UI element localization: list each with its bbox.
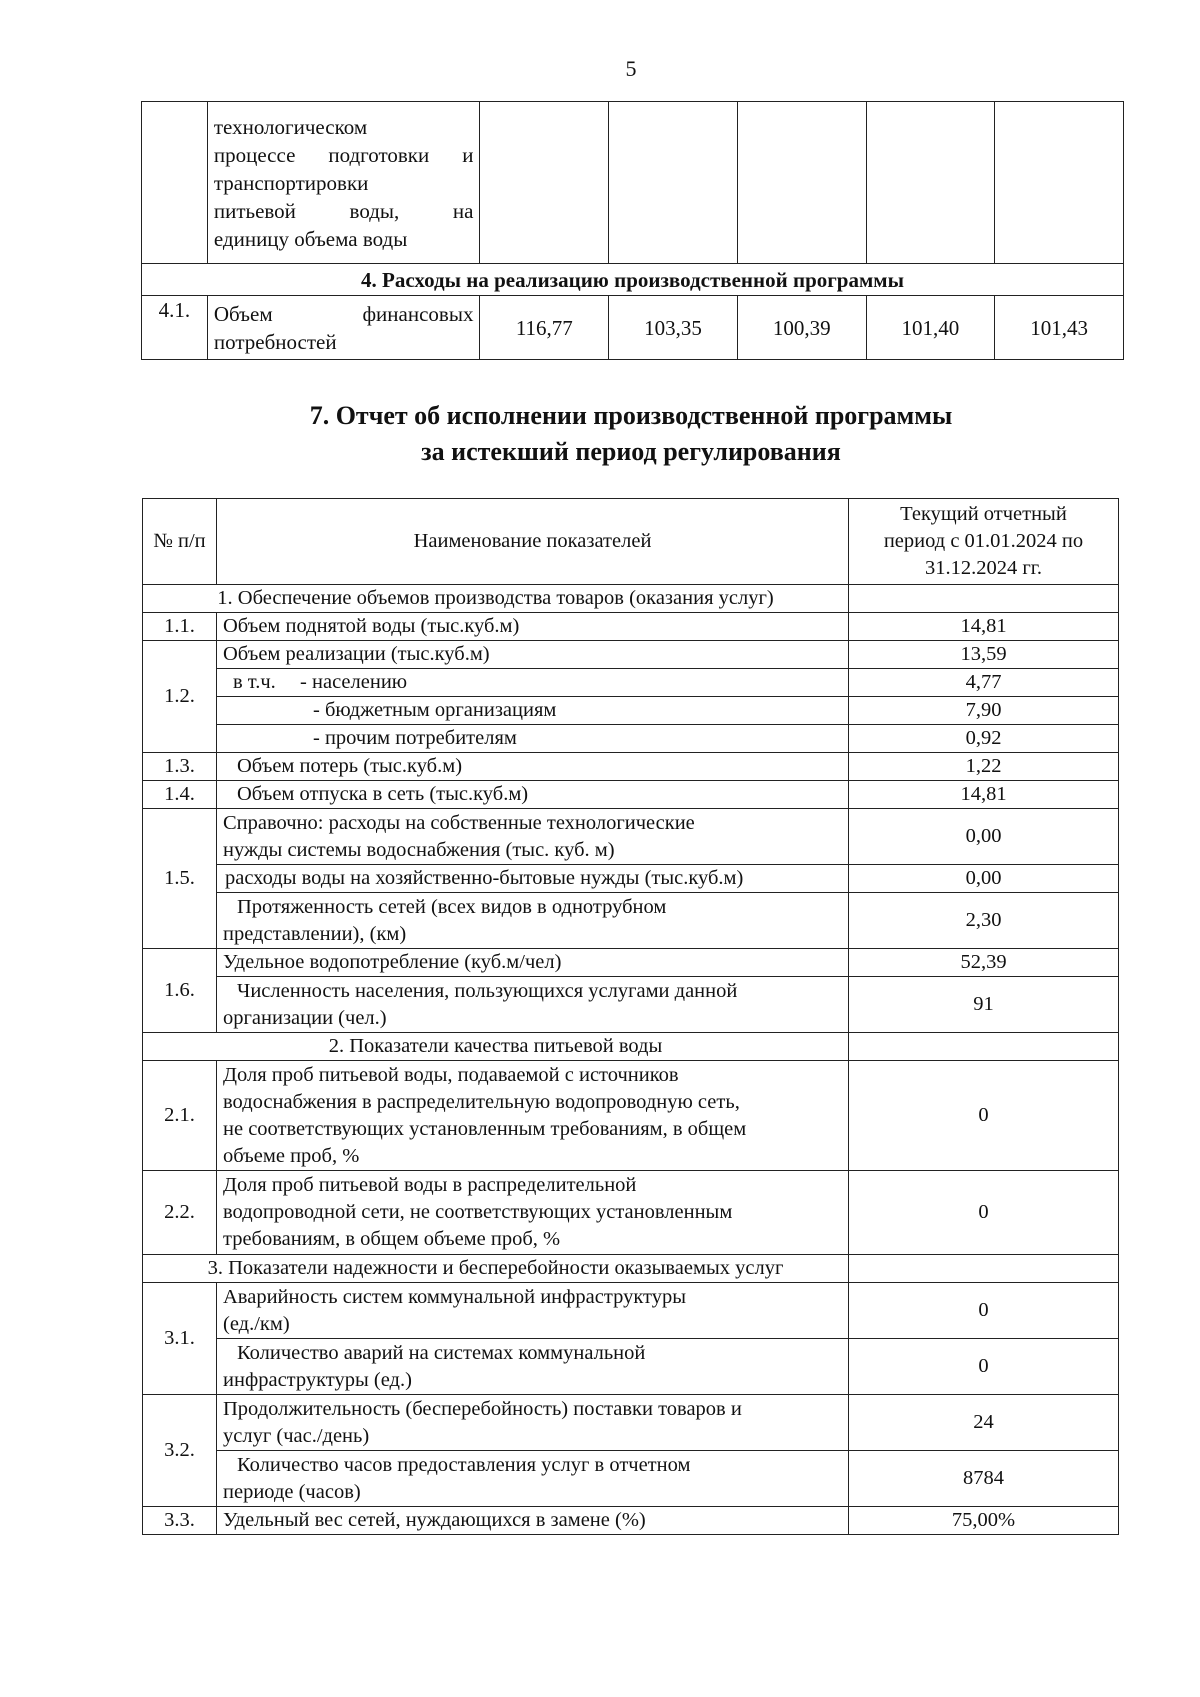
value-cell [480, 102, 609, 264]
value-cell [866, 102, 995, 264]
row-subname: - населению [300, 671, 408, 693]
value-cell: 14,81 [849, 613, 1119, 641]
name-line: процессе подготовки и [213, 142, 474, 167]
name-line: организации (чел.) [223, 1006, 387, 1029]
value-cell: 75,00% [849, 1507, 1119, 1535]
row-name [217, 1061, 849, 1171]
name-line: Доля проб питьевой воды, подаваемой с источников [223, 1063, 679, 1086]
table-row [143, 949, 1119, 977]
name-line: Справочно: расходы на собственные технологические [223, 811, 695, 834]
row-name: Объем поднятой воды (тыс.куб.м) [217, 613, 849, 641]
table-row [143, 977, 1119, 1033]
name-line: Доля проб питьевой воды в распределительной [223, 1174, 637, 1196]
table-row [143, 697, 1119, 725]
header-num: № п/п [143, 499, 217, 585]
table-row [143, 1507, 1119, 1535]
table-row [143, 781, 1119, 809]
title-line: 7. Отчет об исполнении производственной программы [309, 401, 953, 430]
name-line: Количество часов предоставления услуг в отчетном [237, 1453, 691, 1476]
table-row [143, 725, 1119, 753]
value-cell: 7,90 [849, 697, 1119, 725]
value-cell: 103,35 [609, 296, 738, 360]
name-line: услуг (час./день) [223, 1424, 370, 1447]
value-cell: 13,59 [849, 641, 1119, 669]
num-cell [142, 102, 208, 264]
name-line: транспортировки [213, 170, 369, 195]
name-line: единицу объема воды [213, 226, 408, 251]
value-cell: 0 [849, 1061, 1119, 1171]
value-cell: 8784 [849, 1451, 1119, 1507]
value-cell [849, 1033, 1119, 1061]
table-row [143, 1339, 1119, 1395]
section-header: 1. Обеспечение объемов производства товаров (оказания услуг) [143, 585, 849, 613]
section-header: 4. Расходы на реализацию производственной программы [142, 264, 1124, 296]
name-line: питьевой воды, на [213, 198, 474, 223]
value-cell [849, 1255, 1119, 1283]
continued-name-cell [207, 102, 480, 264]
name-line: потребностей [213, 329, 337, 354]
table-row [143, 753, 1119, 781]
header-row [143, 499, 1119, 585]
row-number: 1.4. [143, 781, 217, 809]
row-name: расходы воды на хозяйственно-бытовые нужды (тыс.куб.м) [217, 865, 849, 893]
value-cell [609, 102, 738, 264]
section-row [143, 1255, 1119, 1283]
name-line: периоде (часов) [223, 1480, 361, 1503]
row-number: 1.2. [143, 641, 217, 753]
row-name [217, 1171, 849, 1255]
row-name: Удельное водопотребление (куб.м/чел) [217, 949, 849, 977]
value-cell: 101,43 [995, 296, 1124, 360]
row-number: 3.1. [143, 1283, 217, 1395]
name-line: объеме проб, % [223, 1144, 360, 1167]
name-line: инфраструктуры (ед.) [223, 1368, 412, 1391]
row-number: 1.3. [143, 753, 217, 781]
row-name: - прочим потребителям [217, 725, 849, 753]
row-number: 2.1. [143, 1061, 217, 1171]
table-row [143, 809, 1119, 865]
section-row [143, 585, 1119, 613]
page-number: 5 [625, 56, 637, 81]
section-header: 3. Показатели надежности и бесперебойности оказываемых услуг [143, 1255, 849, 1283]
row-name [207, 296, 480, 360]
row-name [217, 809, 849, 865]
row-number: 1.1. [143, 613, 217, 641]
table-row [143, 1451, 1119, 1507]
row-name [217, 1451, 849, 1507]
value-cell: 0 [849, 1339, 1119, 1395]
value-cell: 0 [849, 1283, 1119, 1339]
value-cell: 101,40 [866, 296, 995, 360]
value-cell: 0 [849, 1171, 1119, 1255]
table-row [143, 1061, 1119, 1171]
row-name [217, 1283, 849, 1339]
value-cell [849, 585, 1119, 613]
name-line: технологическом [213, 114, 368, 139]
value-cell: 116,77 [480, 296, 609, 360]
row-name [217, 893, 849, 949]
row-prefix: в т.ч. [233, 671, 276, 693]
row-name: Объем реализации (тыс.куб.м) [217, 641, 849, 669]
name-line: требованиям, в общем объеме проб, % [223, 1228, 561, 1250]
period-line: 31.12.2024 гг. [924, 557, 1042, 579]
section-title [0, 398, 1200, 470]
table-row [143, 1283, 1119, 1339]
row-name: Объем потерь (тыс.куб.м) [217, 753, 849, 781]
row-number: 2.2. [143, 1171, 217, 1255]
table-row [143, 669, 1119, 697]
table-row [142, 296, 1124, 360]
section-header-row [142, 264, 1124, 296]
value-cell: 0,00 [849, 809, 1119, 865]
row-number: 3.2. [143, 1395, 217, 1507]
name-line: водопроводной сети, не соответствующих установленным [223, 1201, 733, 1223]
value-cell: 4,77 [849, 669, 1119, 697]
period-line: Текущий отчетный [900, 503, 1067, 525]
report-table [142, 498, 1119, 1535]
row-number: 3.3. [143, 1507, 217, 1535]
name-line: не соответствующих установленным требованиям, в общем [223, 1117, 747, 1140]
table-row [143, 641, 1119, 669]
value-cell: 24 [849, 1395, 1119, 1451]
row-number: 1.6. [143, 949, 217, 1033]
name-line: Количество аварий на системах коммунальной [237, 1341, 646, 1364]
value-cell [737, 102, 866, 264]
row-name [217, 1339, 849, 1395]
name-line: Продолжительность (бесперебойность) поставки товаров и [223, 1397, 742, 1420]
value-cell: 0,00 [849, 865, 1119, 893]
row-name: Объем отпуска в сеть (тыс.куб.м) [217, 781, 849, 809]
value-cell: 0,92 [849, 725, 1119, 753]
row-number: 4.1. [142, 296, 208, 360]
table-row [143, 1171, 1119, 1255]
row-number: 1.5. [143, 809, 217, 949]
value-cell: 52,39 [849, 949, 1119, 977]
name-line: представлении), (км) [223, 922, 407, 945]
section-row [143, 1033, 1119, 1061]
table-row [143, 865, 1119, 893]
value-cell: 1,22 [849, 753, 1119, 781]
table-row [143, 613, 1119, 641]
value-cell: 91 [849, 977, 1119, 1033]
title-line: за истекший период регулирования [421, 437, 841, 466]
name-line: (ед./км) [223, 1312, 290, 1335]
name-line: Объем финансовых [213, 301, 474, 326]
name-line: Протяженность сетей (всех видов в однотрубном [237, 895, 667, 918]
production-program-table-continued [141, 101, 1124, 360]
name-line: водоснабжения в распределительную водопроводную сеть, [223, 1090, 740, 1113]
name-line: Аварийность систем коммунальной инфраструктуры [223, 1285, 686, 1308]
period-line: период с 01.01.2024 по [883, 530, 1084, 552]
table-row [143, 893, 1119, 949]
value-cell: 100,39 [737, 296, 866, 360]
table-row [143, 1395, 1119, 1451]
row-name: Удельный вес сетей, нуждающихся в замене (%) [217, 1507, 849, 1535]
header-period [849, 499, 1119, 585]
value-cell [995, 102, 1124, 264]
row-name: - бюджетным организациям [217, 697, 849, 725]
value-cell: 14,81 [849, 781, 1119, 809]
section-header: 2. Показатели качества питьевой воды [143, 1033, 849, 1061]
row-name [217, 669, 849, 697]
row-name [217, 1395, 849, 1451]
name-line: нужды системы водоснабжения (тыс. куб. м) [223, 838, 615, 861]
value-cell: 2,30 [849, 893, 1119, 949]
header-name: Наименование показателей [217, 499, 849, 585]
name-line: Численность населения, пользующихся услугами данной [237, 979, 738, 1002]
table-row [142, 102, 1124, 264]
row-name [217, 977, 849, 1033]
